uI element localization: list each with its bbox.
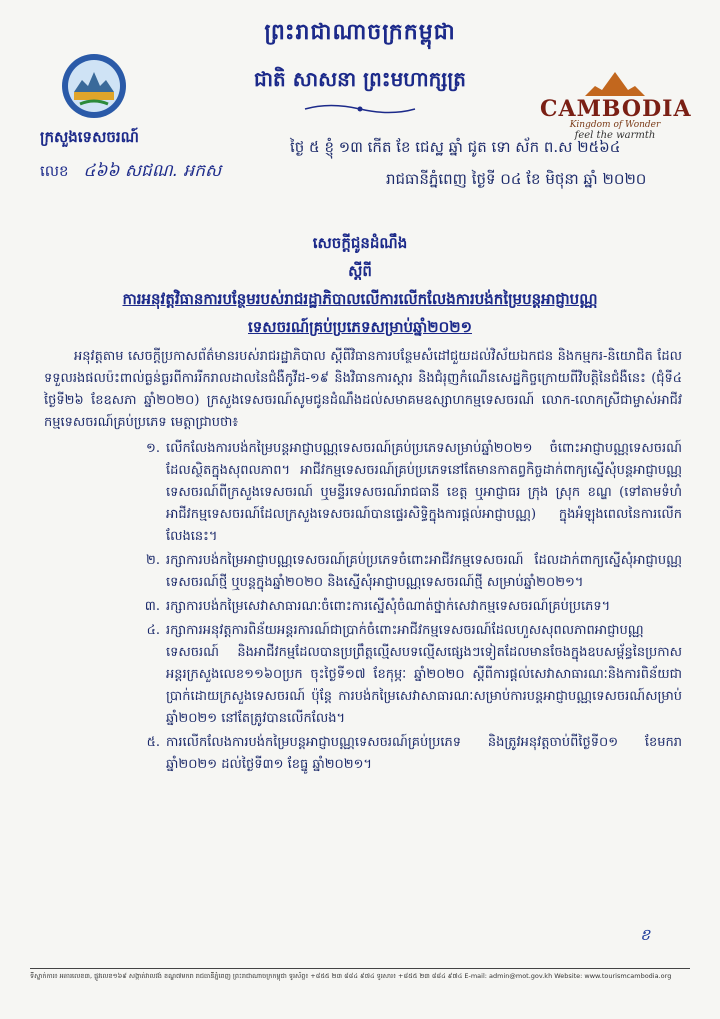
notice-body <box>44 346 682 778</box>
item-number: ២. <box>146 553 160 568</box>
item-text: រក្សាការបង់កម្រៃអាជ្ញាបណ្ណទេសចរណ៍គ្រប់ប្រភេទចំពោះអាជីវកម្មទេសចរណ៍ ដែលដាក់ពាក្យស្នើសុំអាជ្ញាបណ្ណទេសចរណ៍ថ្មី ឬបន្តក្នុងឆ្នាំ២០២០ និងស្នើសុំអាជ្ញាបណ្ណទេសចរណ៍ថ្មី សម្រាប់ឆ្នាំ២០២១។ <box>166 553 682 590</box>
intro-paragraph: អនុវត្តតាម សេចក្តីប្រកាសព័ត៌មានរបស់រាជរដ្ឋាភិបាល ស្តីពីវិធានការបន្ថែមសំដៅជួយដល់វិស័យឯកជន និងកម្មករ-និយោជិត ដែលទទួលរងផលប៉ះពាល់ធ្ងន់ធ្ងរពីការរីករាលដាលនៃជំងឺកូវីដ-១៩ និងវិធានការស្តារ និងជំរុញកំណើនសេដ្ឋកិច្ចក្រោយពីវិបត្តិនៃជំងឺនេះ (ជុំទី៤ ថ្ងៃទី២៦ ខែឧសភា ឆ្នាំ២០២០) ក្រសួងទេសចរណ៍សូមជូនដំណឹងដល់សមាគមឧស្សាហកម្មទេសចរណ៍ លោក-លោកស្រីជាម្ចាស់អាជីវកម្មទេសចរណ៍គ្រប់ប្រភេទ មេត្តាជ្រាបថា៖ <box>44 349 682 430</box>
item-number: ១. <box>146 441 160 456</box>
ornament-divider-icon <box>300 102 420 116</box>
item-number: ៣. <box>144 599 160 614</box>
item-number: ៤. <box>146 623 160 638</box>
ministry-name: ក្រសួងទេសចរណ៍ <box>40 128 139 146</box>
item-number: ៥. <box>146 735 160 750</box>
cambodia-brand-logo <box>540 72 690 141</box>
notice-subject-line-2: ទេសចរណ៍គ្រប់ប្រភេទសម្រាប់ឆ្នាំ២០២១ <box>248 318 472 336</box>
list-item <box>138 596 682 618</box>
angkor-temple-icon <box>580 72 650 96</box>
notice-about: ស្តីពី <box>348 262 372 280</box>
footer-contact: ទីស្នាក់ការ៖ អគារលេខ៣, ផ្លូវលេខ១៦៩ សង្កាត់វាលវង់ ខណ្ឌ៧មករា រាជធានីភ្នំពេញ ព្រះរាជាណាចក្រកម្ពុជា ទូរស័ព្ទ៖ +៨៥៥ ២៣ ៨៨៤ ៩៧៤ ទូរសារ៖ +៨៥៥ ២៣ ៨៨៤ ៩៧៤ E-mail: admin@mot.gov.kh Website: www.tourismcambodia.org <box>30 972 672 980</box>
notice-items <box>44 438 682 776</box>
ministry-seal-icon <box>60 52 128 120</box>
footer-divider <box>30 968 690 969</box>
reference-label: លេខ <box>40 162 69 180</box>
kingdom-heading: ព្រះរាជាណាចក្រកម្ពុជា <box>264 19 456 45</box>
list-item <box>138 550 682 594</box>
list-item <box>138 620 682 730</box>
reference-number <box>40 160 221 185</box>
national-motto: ជាតិ សាសនា ព្រះមហាក្សត្រ <box>254 67 466 91</box>
lunar-date: ថ្ងៃ ៥ ខ្ញុំ ១៣ កើត ខែ ជេស្ឋ ឆ្នាំ ជូត ទោ ស័ក ព.ស ២៥៦៤ <box>290 138 621 156</box>
reference-value: ៤៦៦ សជណ. អកស <box>83 161 222 181</box>
brand-slogan: feel the warmth <box>574 130 656 141</box>
notice-title: សេចក្តីជូនដំណឹង <box>312 234 408 252</box>
signature-mark: ខ <box>640 925 651 944</box>
item-text: ការលើកលែងការបង់កម្រៃបន្តអាជ្ញាបណ្ណទេសចរណ៍គ្រប់ប្រភេទ និងត្រូវអនុវត្តចាប់ពីថ្ងៃទី០១ ខែមករា ឆ្នាំ២០២១ ដល់ថ្ងៃទី៣១ ខែធ្នូ ឆ្នាំ២០២១។ <box>166 735 682 772</box>
list-item <box>138 732 682 776</box>
gregorian-date: រាជធានីភ្នំពេញ ថ្ងៃទី ០៤ ខែ មិថុនា ឆ្នាំ ២០២០ <box>386 170 647 188</box>
item-text: រក្សាការអនុវត្តការពិន័យអន្តរការណ៍ជាប្រាក់ចំពោះអាជីវកម្មទេសចរណ៍ដែលហួសសុពលភាពអាជ្ញាបណ្ណទេសចរណ៍ និងអាជីវកម្មដែលបានប្រព្រឹត្តល្មើសបទល្មើសផ្សេងៗទៀតដែលមានចែងក្នុងឧបសម្ព័ន្ធនៃប្រកាសអន្តរក្រសួងលេខ១១៦០ប្រក ចុះថ្ងៃទី១៧ ខែកុម្ភៈ ឆ្នាំ២០២០ ស្តីពីការផ្តល់សេវាសាធារណៈនិងការពិន័យជាប្រាក់ដោយក្រសួងទេសចរណ៍ ប៉ុន្តែ ការបង់កម្រៃសេវាសាធារណៈសម្រាប់ការបន្តអាជ្ញាបណ្ណទេសចរណ៍សម្រាប់ឆ្នាំ២០២១ នៅតែត្រូវបានលើកលែង។ <box>166 623 682 726</box>
notice-subject-line-1: ការអនុវត្តវិធានការបន្ថែមរបស់រាជរដ្ឋាភិបាលលើការលើកលែងការបង់កម្រៃបន្តអាជ្ញាបណ្ណ <box>122 290 598 308</box>
brand-wordmark: CAMBODIA <box>540 96 692 122</box>
item-text: លើកលែងការបង់កម្រៃបន្តអាជ្ញាបណ្ណទេសចរណ៍គ្រប់ប្រភេទសម្រាប់ឆ្នាំ២០២១ ចំពោះអាជ្ញាបណ្ណទេសចរណ៍ដែលស្ថិតក្នុងសុពលភាព។ អាជីវកម្មទេសចរណ៍គ្រប់ប្រភេទនៅតែមានកាតព្វកិច្ចដាក់ពាក្យស្នើសុំបន្តអាជ្ញាបណ្ណទេសចរណ៍ពីក្រសួងទេសចរណ៍ ឬមន្ទីរទេសចរណ៍រាជធានី ខេត្ត ឬអាជ្ញាធរ ក្រុង ស្រុក ខណ្ឌ (ទៅតាមទំហំអាជីវកម្មទេសចរណ៍ដែលក្រសួងទេសចរណ៍បានផ្ទេរសិទ្ធិក្នុងការផ្តល់អាជ្ញាបណ្ណ) ក្នុងអំឡុងពេលនៃការលើកលែងនេះ។ <box>166 441 682 544</box>
item-text: រក្សាការបង់កម្រៃសេវាសាធារណៈចំពោះការស្នើសុំចំណាត់ថ្នាក់សេវាកម្មទេសចរណ៍គ្រប់ប្រភេទ។ <box>166 599 611 614</box>
brand-tagline: Kingdom of Wonder <box>569 120 661 130</box>
list-item <box>138 438 682 548</box>
